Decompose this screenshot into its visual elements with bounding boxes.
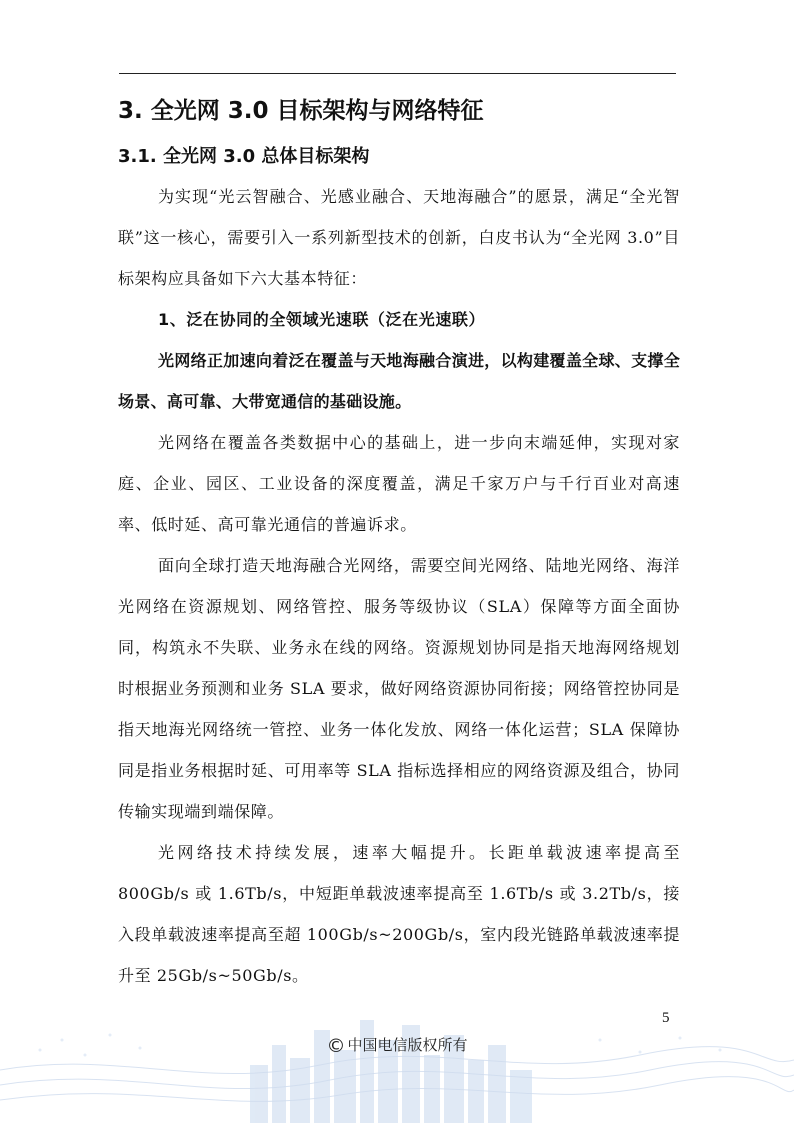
subsection-heading: 3.1. 全光网 3.0 总体目标架构 (118, 146, 370, 167)
feature-1-title: 1、泛在协同的全领域光速联（泛在光速联） (158, 310, 486, 329)
page-content (118, 92, 680, 996)
intro-paragraph: 为实现“光云智融合、光感业融合、天地海融合”的愿景，满足“全光智联”这一核心，需要引入一系列新型技术的创新，白皮书认为“全光网 3.0”目标架构应具备如下六大基本特征： (118, 187, 680, 288)
footer-skyline-watermark (0, 1010, 794, 1123)
coverage-paragraph: 光网络在覆盖各类数据中心的基础上，进一步向末端延伸，实现对家庭、企业、园区、工业设备的深度覆盖，满足千家万户与千行百业对高速率、低时延、高可靠光通信的普遍诉求。 (118, 433, 680, 534)
rate-paragraph: 光网络技术持续发展，速率大幅提升。长距单载波速率提高至 800Gb/s 或 1.6Tb/s，中短距单载波速率提高至 1.6Tb/s 或 3.2Tb/s，接入段单载波速率提高至超 100Gb/s~200Gb/s，室内段光链路单载波速率提升至 25Gb/s~50Gb/s。 (118, 843, 680, 985)
feature-1-summary: 光网络正加速向着泛在覆盖与天地海融合演进，以构建覆盖全球、支撑全场景、高可靠、大带宽通信的基础设施。 (118, 351, 680, 411)
copyright-notice (0, 1034, 794, 1057)
header-rule (119, 73, 676, 74)
page-number: 5 (662, 1010, 670, 1026)
copyright-text: 中国电信版权所有 (347, 1036, 468, 1054)
section-heading: 3. 全光网 3.0 目标架构与网络特征 (118, 98, 484, 124)
copyright-icon: © (326, 1035, 346, 1057)
global-network-paragraph: 面向全球打造天地海融合光网络，需要空间光网络、陆地光网络、海洋光网络在资源规划、网络管控、服务等级协议（SLA）保障等方面全面协同，构筑永不失联、业务永在线的网络。资源规划协同是指天地海网络规划时根据业务预测和业务 SLA 要求，做好网络资源协同衔接；网络管控协同是指天地海光网络统一管控、业务一体化发放、网络一体化运营；SLA 保障协同是指业务根据时延、可用率等 SLA 指标选择相应的网络资源及组合，协同传输实现端到端保障。 (118, 556, 680, 821)
